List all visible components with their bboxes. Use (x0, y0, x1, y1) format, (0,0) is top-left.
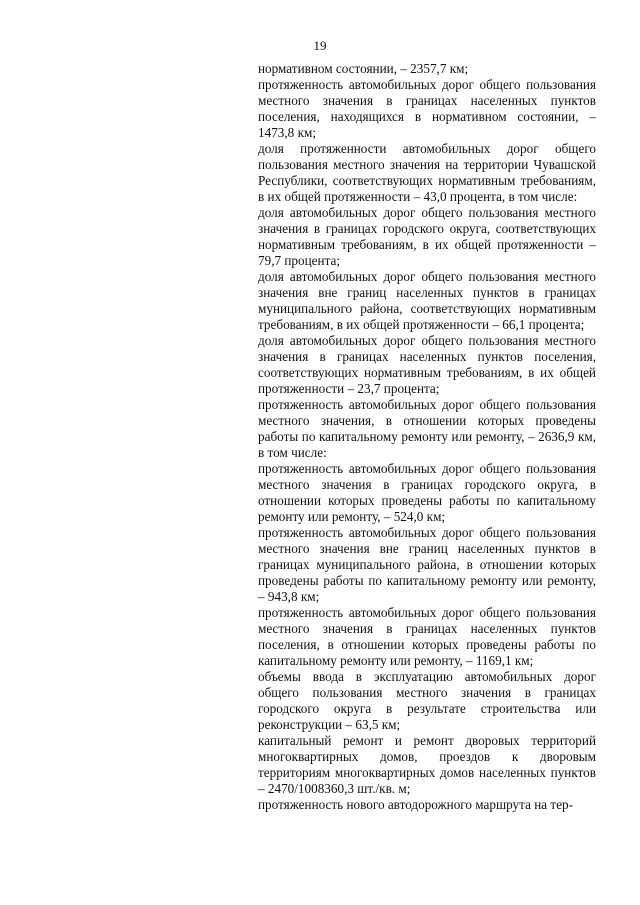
paragraph: нормативном состоянии, – 2357,7 км; (258, 61, 469, 76)
paragraph: доля автомобильных дорог общего пользования местного значения вне границ населенных пунктов в границах муниципального района, соответствующих нормативным требованиям, в их общей протяженности – 66,1 процента; (258, 269, 596, 332)
paragraph: доля автомобильных дорог общего пользования местного значения в границах городского округа, соответствующих нормативным требованиям, в их общей протяженности – 79,7 процента; (258, 205, 596, 268)
paragraph: объемы ввода в эксплуатацию автомобильных дорог общего пользования местного значения в границах городского округа в результате строительства или реконструкции – 63,5 км; (258, 669, 596, 732)
paragraph: капитальный ремонт и ремонт дворовых территорий многоквартирных домов, проездов к дворовым территориям многоквартирных домов населенных пунктов – 2470/1008360,3 шт./кв. м; (258, 733, 596, 796)
paragraph: протяженность нового автодорожного маршрута на тер- (258, 797, 574, 812)
paragraph: протяженность автомобильных дорог общего пользования местного значения, в отношении которых проведены работы по капитальному ремонту или ремонту, – 2636,9 км, в том числе: (258, 397, 596, 460)
paragraph: протяженность автомобильных дорог общего пользования местного значения вне границ населенных пунктов в границах муниципального района, в отношении которых проведены работы по капитальному ремонту или ремонту, – 943,8 км; (258, 525, 596, 604)
paragraph: протяженность автомобильных дорог общего пользования местного значения в границах населенных пунктов поселения, в отношении которых проведены работы по капитальному ремонту или ремонту, – 1169,1 км; (258, 605, 596, 668)
paragraph: протяженность автомобильных дорог общего пользования местного значения в границах городского округа, в отношении которых проведены работы по капитальному ремонту или ремонту, – 524,0 км; (258, 461, 596, 524)
paragraph: доля протяженности автомобильных дорог общего пользования местного значения на территории Чувашской Республики, соответствующих нормативным требованиям, в их общей протяженности – 43,0 процента, в том числе: (258, 141, 596, 204)
paragraph: протяженность автомобильных дорог общего пользования местного значения в границах населенных пунктов поселения, находящихся в нормативном состоянии, – 1473,8 км; (258, 77, 596, 140)
page-number: 19 (313, 38, 327, 53)
paragraph: доля автомобильных дорог общего пользования местного значения в границах населенных пунктов поселения, соответствующих нормативным требованиям, в их общей протяженности – 23,7 процента; (258, 333, 596, 396)
document-body (258, 61, 596, 813)
